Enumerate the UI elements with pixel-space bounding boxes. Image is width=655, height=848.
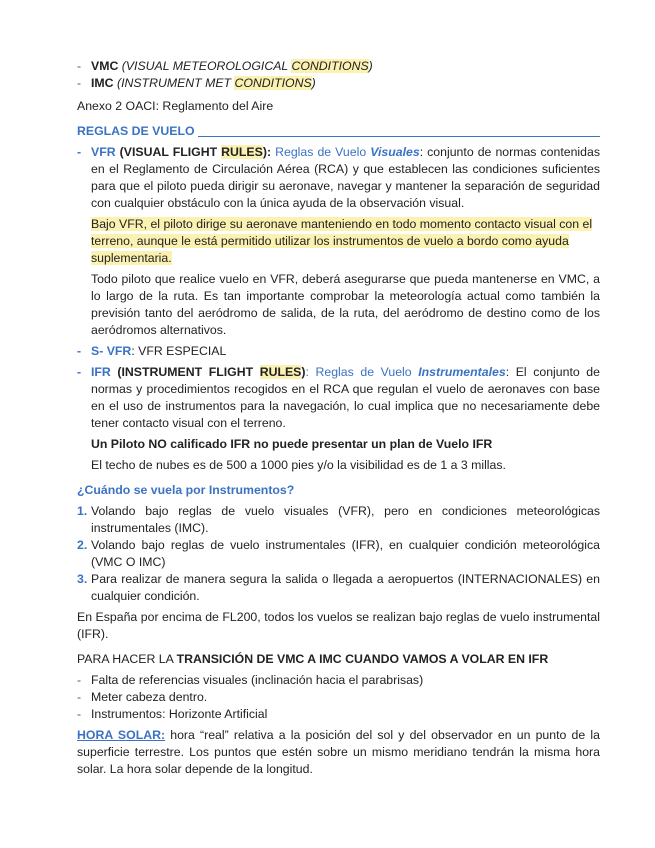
bullet-dash: - [77,707,82,721]
list-item: 3. Para realizar de manera segura la salida o llegada a aeropuertos (INTERNACIONALES) en cualquier condición. [77,572,600,603]
bullet-dash: - [77,145,82,159]
bullet-dash: - [77,690,82,704]
bullet-dash: - [77,76,82,90]
transition-list [77,672,600,723]
document-page [77,58,600,778]
solar-time-definition: HORA SOLAR: hora “real” relativa a la posición del sol y del observador en un punto de la superficie terrestre. Los puntos que estén sobre un mismo meridiano tendrán la misma hora solar. La hora solar depende de la longitud. [77,728,600,776]
vfr-definition: - VFR (VISUAL FLIGHT RULES): Reglas de Vuelo Visuales: conjunto de normas contenidas en el Reglamento de Circulación Aérea (RCA) y que establecen las condiciones suficientes para que el piloto pueda dirigir su aeronave, navegar y mantener la separación de seguridad con cualquier obstáculo con la única ayuda de la observación visual. [77,145,600,210]
acronym-vmc: - VMC (VISUAL METEOROLOGICAL CONDITIONS) [77,59,373,73]
transition-heading: PARA HACER LA TRANSICIÓN DE VMC A IMC CUANDO VAMOS A VOLAR EN IFR [77,652,549,666]
ifr-ceiling: El techo de nubes es de 500 a 1000 pies y/o la visibilidad es de 1 a 3 millas. [91,458,506,472]
acronym-imc: - IMC (INSTRUMENT MET CONDITIONS) [77,76,316,90]
heading-rule [198,136,600,137]
list-item: - Instrumentos: Horizonte Artificial [77,707,268,721]
list-item: - Meter cabeza dentro. [77,690,208,704]
when-list [77,503,600,605]
list-item: 2. Volando bajo reglas de vuelo instrumentales (IFR), en cualquier condición meteorológica (VMC O IMC) [77,538,600,569]
ifr-definition: - IFR (INSTRUMENT FLIGHT RULES): Reglas de Vuelo Instrumentales: El conjunto de normas y procedimientos recogidos en el RCA que regulan el vuelo de aeronaves con base en el uso de instrumentos para la navegación, lo cual implica que no necesariamente debe tener contacto visual con el terreno. [77,365,600,430]
svfr-definition: - S- VFR: VFR ESPECIAL [77,344,227,358]
bullet-dash: - [77,59,82,73]
list-item: - Falta de referencias visuales (inclinación hacia el parabrisas) [77,673,424,687]
bullet-dash: - [77,673,82,687]
bullet-dash: - [77,344,82,358]
list-item: 1. Volando bajo reglas de vuelo visuales (VFR), pero en condiciones meteorológicas instrumentales (IMC). [77,504,600,535]
solar-time-term: HORA SOLAR: [77,728,166,742]
rules-heading: REGLAS DE VUELO [77,123,600,140]
vfr-highlight: Bajo VFR, el piloto dirige su aeronave manteniendo en todo momento contacto visual con el terreno, aunque le está permitido utilizar los instrumentos de vuelo a bordo como ayuda suplementaria. [91,217,593,265]
vfr-note: Todo piloto que realice vuelo en VFR, deberá asegurarse que pueda mantenerse en VMC, a lo largo de la ruta. Es tan importante comprobar la meteorología actual como también la previsión tanto del aeródromo de salida, de la ruta, del aeródromo de destino como de los aeródromos alternativos. [91,272,600,337]
when-heading: ¿Cuándo se vuela por Instrumentos? [77,483,295,497]
spain-note: En España por encima de FL200, todos los vuelos se realizan bajo reglas de vuelo instrumental (IFR). [77,610,600,641]
ifr-bold-note: Un Piloto NO calificado IFR no puede presentar un plan de Vuelo IFR [91,437,493,451]
annex-reference: Anexo 2 OACI: Reglamento del Aire [77,99,274,113]
bullet-dash: - [77,365,82,379]
